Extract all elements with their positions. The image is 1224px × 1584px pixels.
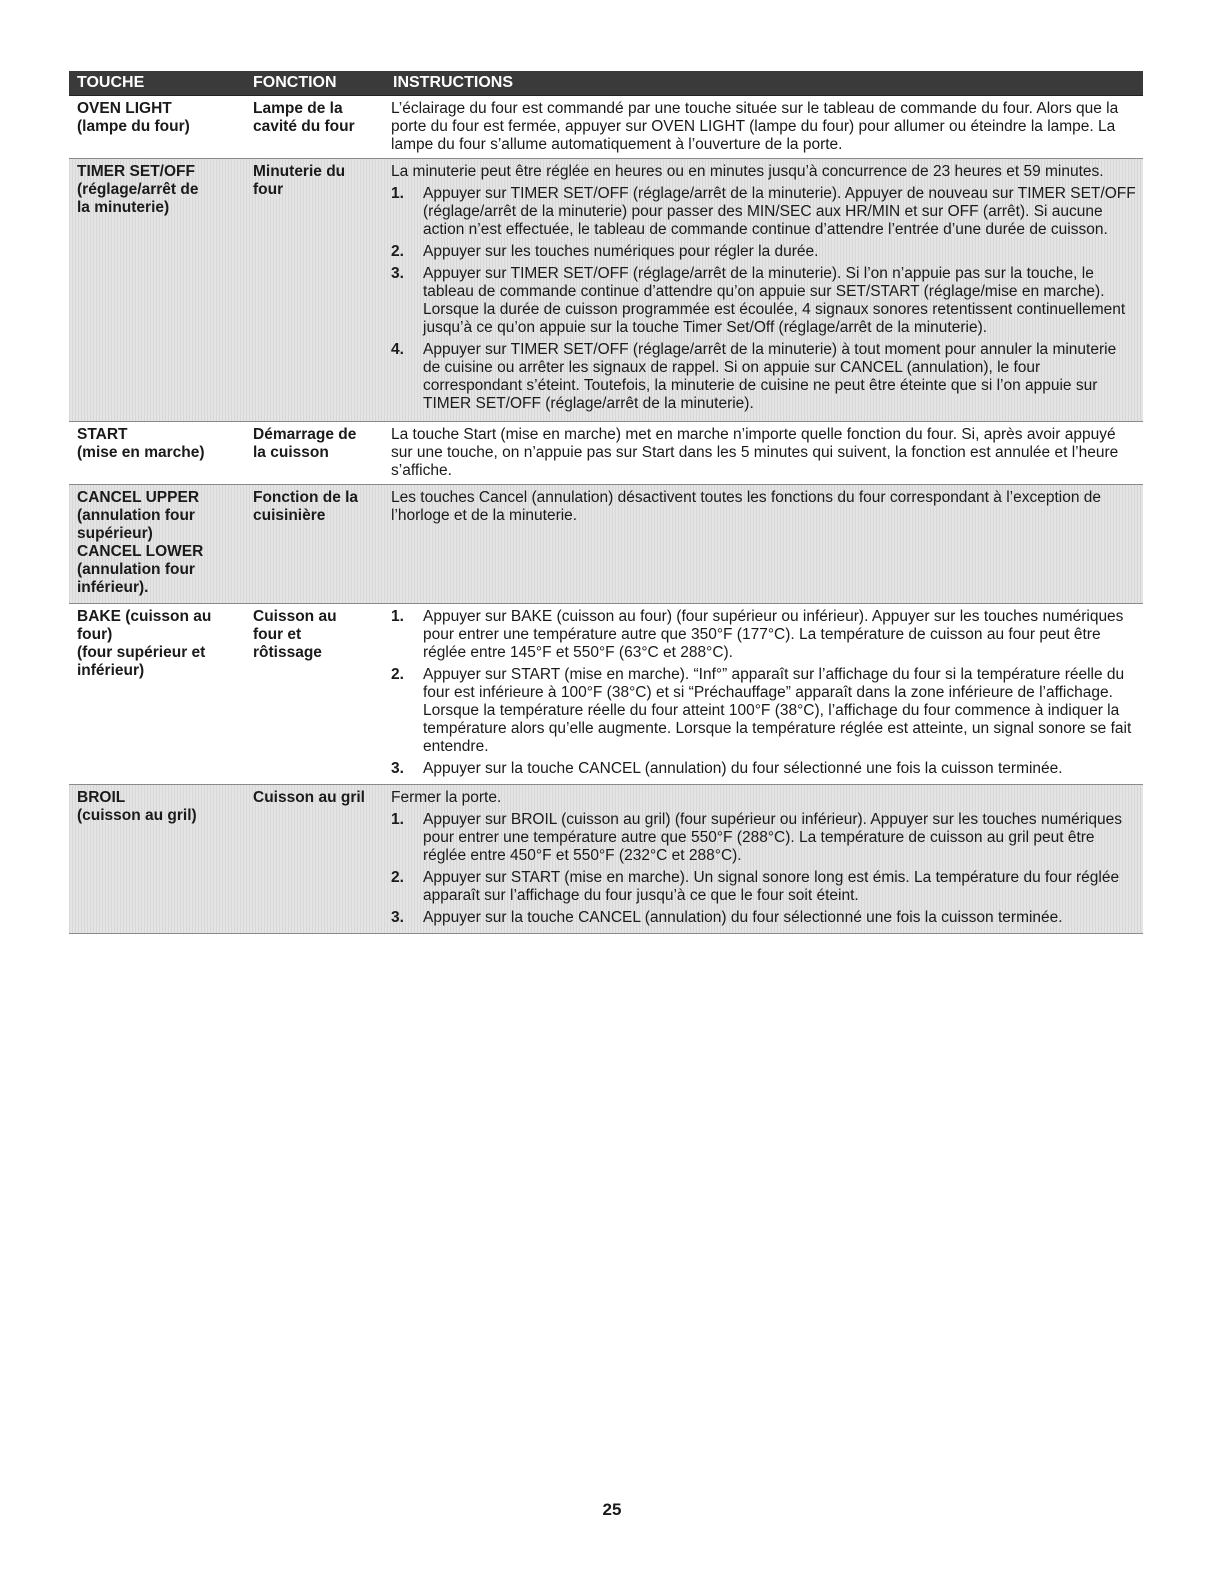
table-row-oven-light [69, 96, 1143, 159]
function-line: Cuisson au [253, 608, 337, 625]
key-line: OVEN LIGHT [77, 100, 172, 117]
instructions-cell [389, 485, 1143, 601]
step-number: 1. [391, 608, 404, 625]
key-line: la minuterie) [77, 199, 170, 216]
instructions-table [69, 71, 1143, 934]
table-row-cancel [69, 485, 1143, 604]
key-line: CANCEL LOWER [77, 543, 204, 560]
key-line: START [77, 426, 128, 443]
header-fonction: FONCTION [253, 74, 337, 91]
function-line: la cuisson [253, 444, 329, 461]
function-line: four et [253, 626, 302, 643]
table-row-timer [69, 159, 1143, 422]
steps-list [391, 811, 1137, 927]
key-line: (four supérieur et [77, 644, 206, 661]
list-item [391, 185, 1137, 239]
step-text: Appuyer sur START (mise en marche). Un signal sonore long est émis. La température du four réglée apparaît sur l’affichage du four jusqu’à ce que le four soit éteint. [423, 869, 1120, 904]
step-number: 2. [391, 666, 404, 683]
step-number: 1. [391, 811, 404, 828]
key-line: CANCEL UPPER [77, 489, 200, 506]
header-touche: TOUCHE [77, 74, 145, 91]
function-line: Lampe de la [253, 100, 343, 117]
key-line: inférieur) [77, 662, 145, 679]
instruction-text: Les touches Cancel (annulation) désactivent toutes les fonctions du four correspondant à l’exception de l’horloge et de la minuterie. [391, 489, 1101, 524]
function-line: cavité du four [253, 118, 355, 135]
header-instructions: INSTRUCTIONS [393, 74, 513, 91]
instructions-cell [389, 785, 1143, 931]
list-item [391, 760, 1137, 778]
key-line: TIMER SET/OFF [77, 163, 195, 180]
function-line: Minuterie du [253, 163, 346, 180]
list-item [391, 243, 1137, 261]
key-cell [69, 604, 249, 782]
key-cell [69, 422, 249, 484]
steps-list [391, 185, 1137, 413]
instructions-cell [389, 159, 1143, 417]
step-text: Appuyer sur TIMER SET/OFF (réglage/arrêt de la minuterie). Appuyer de nouveau sur TIMER SET/OFF (réglage/arrêt de la minuterie) pour passer des MIN/SEC aux HR/MIN et sur OFF (arrêt). Si aucune action n’est effectuée, le tableau de commande continue d’attendre l’entrée d’une durée de cuisson. [423, 185, 1136, 238]
key-cell [69, 159, 249, 417]
instruction-text: La touche Start (mise en marche) met en marche n’importe quelle fonction du four. Si, après avoir appuyé sur une touche, on n’appuie pas sur Start dans les 5 minutes qui suivent, la fonction est annulée et l’heure s’affiche. [391, 426, 1119, 479]
instructions-cell [389, 604, 1143, 782]
key-line: supérieur) [77, 525, 153, 542]
table-row-bake [69, 604, 1143, 785]
step-text: Appuyer sur la touche CANCEL (annulation) du four sélectionné une fois la cuisson terminée. [423, 760, 1063, 777]
page-number: 25 [602, 1500, 622, 1519]
list-item [391, 341, 1137, 413]
key-line [77, 608, 245, 626]
step-text: Appuyer sur TIMER SET/OFF (réglage/arrêt de la minuterie) à tout moment pour annuler la minuterie de cuisine ou arrêter les signaux de rappel. Si on appuie sur CANCEL (annulation), le four correspondant s’éteint. Toutefois, la minuterie de cuisine ne peut être éteinte que si l’on appuie sur TIMER SET/OFF (réglage/arrêt de la minuterie). [423, 341, 1117, 412]
step-number: 4. [391, 341, 404, 358]
function-cell [249, 785, 389, 931]
key-word: (cuisson au [125, 608, 212, 625]
function-line: Démarrage de [253, 426, 357, 443]
instructions-cell [389, 96, 1143, 158]
list-item [391, 869, 1137, 905]
steps-list [391, 608, 1137, 778]
key-line: (mise en marche) [77, 444, 205, 461]
step-number: 1. [391, 185, 404, 202]
step-number: 3. [391, 760, 404, 777]
key-cell [69, 485, 249, 601]
function-cell [249, 422, 389, 484]
function-line: Cuisson au gril [253, 789, 365, 806]
step-text: Appuyer sur TIMER SET/OFF (réglage/arrêt de la minuterie). Si l’on n’appuie pas sur la touche, le tableau de commande continue d’attendre qu’on appuie sur SET/START (réglage/mise en marche). Lorsque la durée de cuisson programmée est écoulée, 4 signaux sonores retentissent continuellement jusqu’à ce qu’on appuie sur la touche Timer Set/Off (réglage/arrêt de la minuterie). [423, 265, 1126, 336]
key-line: BROIL [77, 789, 126, 806]
list-item [391, 608, 1137, 662]
key-word: BAKE [77, 608, 121, 625]
list-item [391, 811, 1137, 865]
function-cell [249, 159, 389, 417]
key-cell [69, 96, 249, 158]
key-line: (cuisson au gril) [77, 807, 197, 824]
step-number: 2. [391, 869, 404, 886]
instructions-cell [389, 422, 1143, 484]
list-item [391, 909, 1137, 927]
function-line: rôtissage [253, 644, 322, 661]
instruction-text: La minuterie peut être réglée en heures ou en minutes jusqu’à concurrence de 23 heures et 59 minutes. [391, 163, 1104, 180]
function-line: four [253, 181, 284, 198]
key-line: (lampe du four) [77, 118, 190, 135]
step-text: Appuyer sur BROIL (cuisson au gril) (four supérieur ou inférieur). Appuyer sur les touches numériques pour entrer une température autre que 550°F (288°C). La température de cuisson au gril peut être réglée entre 450°F et 550°F (232°C et 288°C). [423, 811, 1122, 864]
instruction-text: L’éclairage du four est commandé par une touche située sur le tableau de commande du four. Alors que la porte du four est fermée, appuyer sur OVEN LIGHT (lampe du four) pour allumer ou éteindre la lampe. La lampe du four s’allume automatiquement à l’ouverture de la porte. [391, 100, 1119, 153]
step-text: Appuyer sur les touches numériques pour régler la durée. [423, 243, 819, 260]
key-cell [69, 785, 249, 931]
key-line: four) [77, 626, 113, 643]
step-number: 3. [391, 265, 404, 282]
key-line: inférieur). [77, 579, 149, 596]
step-number: 2. [391, 243, 404, 260]
key-line: (annulation four [77, 561, 195, 578]
table-header [69, 71, 1143, 96]
function-line: cuisinière [253, 507, 326, 524]
function-cell [249, 604, 389, 782]
list-item [391, 265, 1137, 337]
function-cell [249, 485, 389, 601]
function-line: Fonction de la [253, 489, 359, 506]
step-text: Appuyer sur la touche CANCEL (annulation) du four sélectionné une fois la cuisson terminée. [423, 909, 1063, 926]
step-text: Appuyer sur START (mise en marche). “Inf°” apparaît sur l’affichage du four si la température réelle du four est inférieure à 100°F (38°C) et si “Préchauffage” apparaît dans la zone inférieure de l’affichage. Lorsque la température réelle du four atteint 100°F (38°C), l’affichage du four commence à indiquer la température alors qu’elle augmente. Lorsque la température réglée est atteinte, un signal sonore se fait entendre. [423, 666, 1132, 755]
step-text: Appuyer sur BAKE (cuisson au four) (four supérieur ou inférieur). Appuyer sur les touches numériques pour entrer une température autre que 350°F (177°C). La température de cuisson au four peut être réglée entre 145°F et 550°F (63°C et 288°C). [423, 608, 1124, 661]
function-cell [249, 96, 389, 158]
table-row-broil [69, 785, 1143, 934]
instruction-text: Fermer la porte. [391, 789, 502, 806]
key-line: (réglage/arrêt de [77, 181, 199, 198]
key-line: (annulation four [77, 507, 195, 524]
step-number: 3. [391, 909, 404, 926]
table-row-start [69, 422, 1143, 485]
list-item [391, 666, 1137, 756]
